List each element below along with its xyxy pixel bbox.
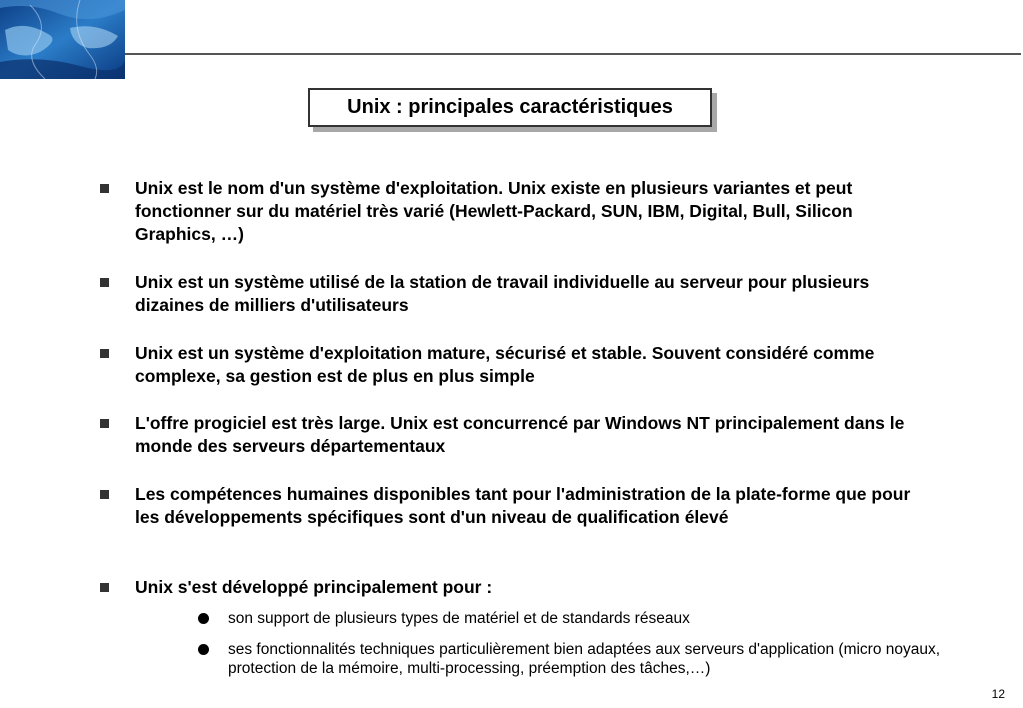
bullet-item bbox=[100, 576, 920, 599]
bullet-item bbox=[100, 271, 920, 317]
square-bullet-icon bbox=[100, 278, 109, 287]
square-bullet-icon bbox=[100, 583, 109, 592]
bullet-item bbox=[100, 483, 920, 529]
bullet-text: Unix est le nom d'un système d'exploitation. Unix existe en plusieurs variantes et peut fonctionner sur du matériel très varié (Hewlett-Packard, SUN, IBM, Digital, Bull, Silicon Graphics, …) bbox=[135, 178, 853, 244]
square-bullet-icon bbox=[100, 490, 109, 499]
square-bullet-icon bbox=[100, 419, 109, 428]
bullet-text: Les compétences humaines disponibles tant pour l'administration de la plate-forme que pour les développements spécifiques sont d'un niveau de qualification élevé bbox=[135, 484, 911, 527]
bullet-text: Unix est un système utilisé de la station de travail individuelle au serveur pour plusieurs dizaines de milliers d'utilisateurs bbox=[135, 272, 870, 315]
square-bullet-icon bbox=[100, 184, 109, 193]
page-number: 12 bbox=[991, 687, 1005, 701]
bullet-text: Unix est un système d'exploitation mature, sécurisé et stable. Souvent considéré comme complexe, sa gestion est de plus en plus simple bbox=[135, 343, 875, 386]
sub-bullet-item bbox=[198, 609, 958, 628]
sub-bullet-text: ses fonctionnalités techniques particulièrement bien adaptées aux serveurs d'application (micro noyaux, protection de la mémoire, multi-processing, préemption des tâches,…) bbox=[228, 641, 941, 677]
sub-bullet-text: son support de plusieurs types de matériel et de standards réseaux bbox=[228, 610, 690, 627]
square-bullet-icon bbox=[100, 349, 109, 358]
sub-bullet-item bbox=[198, 640, 958, 678]
bullet-text: L'offre progiciel est très large. Unix est concurrencé par Windows NT principalement dans le monde des serveurs départementaux bbox=[135, 413, 905, 456]
slide-title: Unix : principales caractéristiques bbox=[347, 96, 673, 118]
bullet-item bbox=[100, 412, 920, 458]
round-bullet-icon bbox=[198, 613, 209, 624]
bullet-text: Unix s'est développé principalement pour : bbox=[135, 577, 493, 597]
bullet-item bbox=[100, 342, 920, 388]
round-bullet-icon bbox=[198, 644, 209, 655]
bullet-item bbox=[100, 177, 920, 246]
